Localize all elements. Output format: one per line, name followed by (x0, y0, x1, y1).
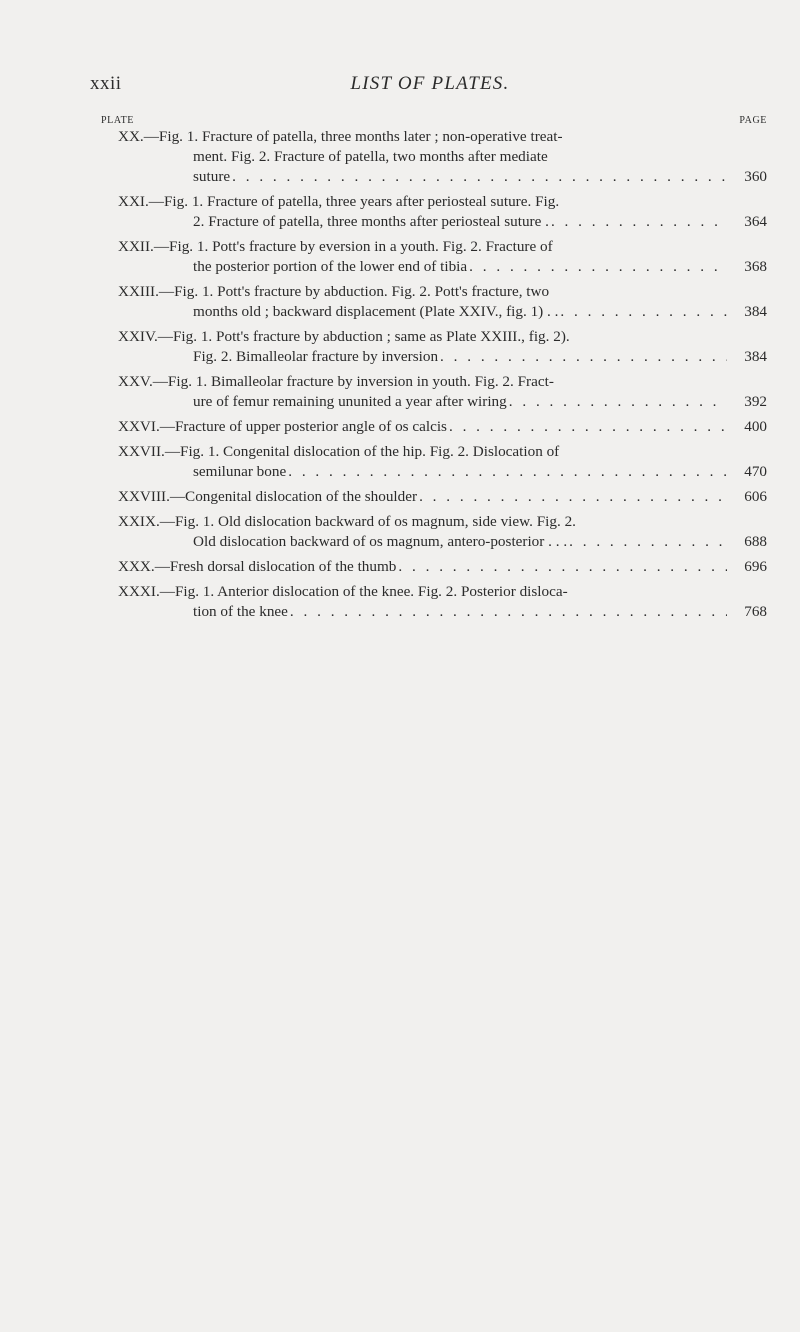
entry-text: ment. Fig. 2. Fracture of patella, two months after mediate (193, 148, 548, 165)
entry-text: XXI.—Fig. 1. Fracture of patella, three years after periosteal suture. Fig. (118, 193, 560, 210)
dot-leader (569, 532, 727, 552)
dot-leader (449, 417, 727, 437)
dot-leader (398, 557, 727, 577)
plate-entry (0, 417, 800, 437)
plate-entry (0, 557, 800, 577)
entry-text: XXII.—Fig. 1. Pott's fracture by eversion in a youth. Fig. 2. Fracture of (118, 238, 553, 255)
entry-text: XX.—Fig. 1. Fracture of patella, three months later ; non-operative treat- (118, 128, 563, 145)
dot-leader (419, 487, 727, 507)
entry-text: Old dislocation backward of os magnum, antero-posterior . . . (193, 533, 568, 550)
plate-column-heading: PLATE (101, 115, 134, 126)
dot-leader (509, 392, 727, 412)
dot-leader (440, 347, 727, 367)
entry-line (0, 512, 800, 532)
entry-text: months old ; backward displacement (Plate XXIV., fig. 1) . . (193, 303, 559, 320)
running-head (90, 73, 770, 99)
entry-line (0, 347, 800, 367)
plate-entry (0, 327, 800, 367)
page-folio: xxii (90, 73, 122, 94)
entry-line (0, 167, 800, 187)
page-number: 364 (727, 212, 767, 232)
entry-line (0, 302, 800, 322)
entry-text: XXXI.—Fig. 1. Anterior dislocation of the knee. Fig. 2. Posterior disloca- (118, 583, 568, 600)
entry-line (0, 582, 800, 602)
page-number: 392 (727, 392, 767, 412)
page-number: 368 (727, 257, 767, 277)
dot-leader (469, 257, 727, 277)
plate-entry (0, 282, 800, 322)
entry-text: XXV.—Fig. 1. Bimalleolar fracture by inversion in youth. Fig. 2. Fract- (118, 373, 554, 390)
entry-text: 2. Fracture of patella, three months after periosteal suture . (193, 213, 549, 230)
entry-line (0, 257, 800, 277)
page-column-heading: PAGE (739, 115, 767, 126)
entry-text: XXVIII.—Congenital dislocation of the shoulder (118, 488, 418, 505)
plate-entry (0, 582, 800, 622)
entry-text: semilunar bone (193, 463, 287, 480)
entry-line (0, 462, 800, 482)
plate-entry (0, 442, 800, 482)
dot-leader (232, 167, 727, 187)
dot-leader (551, 212, 727, 232)
dot-leader (290, 602, 727, 622)
entry-text: tion of the knee (193, 603, 288, 620)
page-number: 360 (727, 167, 767, 187)
page-number: 400 (727, 417, 767, 437)
plate-entry (0, 487, 800, 507)
entry-text: XXVII.—Fig. 1. Congenital dislocation of the hip. Fig. 2. Dislocation of (118, 443, 560, 460)
entry-text: Fig. 2. Bimalleolar fracture by inversion (193, 348, 439, 365)
entry-text: the posterior portion of the lower end of tibia (193, 258, 468, 275)
plate-entry (0, 512, 800, 552)
entry-line (0, 602, 800, 622)
page-number: 768 (727, 602, 767, 622)
entry-text: XXIX.—Fig. 1. Old dislocation backward of os magnum, side view. Fig. 2. (118, 513, 576, 530)
plate-entry (0, 192, 800, 232)
entry-text: ure of femur remaining ununited a year after wiring (193, 393, 507, 410)
entry-line (0, 557, 800, 577)
page-number: 688 (727, 532, 767, 552)
plate-entry (0, 127, 800, 187)
plate-list (0, 127, 800, 622)
entry-line (0, 127, 800, 147)
entry-line (0, 237, 800, 257)
entry-text: XXIV.—Fig. 1. Pott's fracture by abduction ; same as Plate XXIII., fig. 2). (118, 328, 570, 345)
entry-text: XXVI.—Fracture of upper posterior angle of os calcis (118, 418, 447, 435)
page-number: 384 (727, 302, 767, 322)
page-number: 696 (727, 557, 767, 577)
entry-text: XXIII.—Fig. 1. Pott's fracture by abduction. Fig. 2. Pott's fracture, two (118, 283, 550, 300)
entry-line (0, 282, 800, 302)
dot-leader (288, 462, 727, 482)
plate-entry (0, 237, 800, 277)
page-number: 384 (727, 347, 767, 367)
plate-entry (0, 372, 800, 412)
entry-line (0, 192, 800, 212)
page-number: 470 (727, 462, 767, 482)
entry-line (0, 147, 800, 167)
entry-line (0, 372, 800, 392)
page-title: LIST OF PLATES. (350, 73, 510, 94)
entry-line (0, 532, 800, 552)
page-number: 606 (727, 487, 767, 507)
entry-text: suture (193, 168, 231, 185)
entry-line (0, 392, 800, 412)
entry-line (0, 442, 800, 462)
dot-leader (560, 302, 727, 322)
entry-line (0, 417, 800, 437)
entry-line (0, 212, 800, 232)
entry-line (0, 327, 800, 347)
entry-line (0, 487, 800, 507)
entry-text: XXX.—Fresh dorsal dislocation of the thumb (118, 558, 397, 575)
